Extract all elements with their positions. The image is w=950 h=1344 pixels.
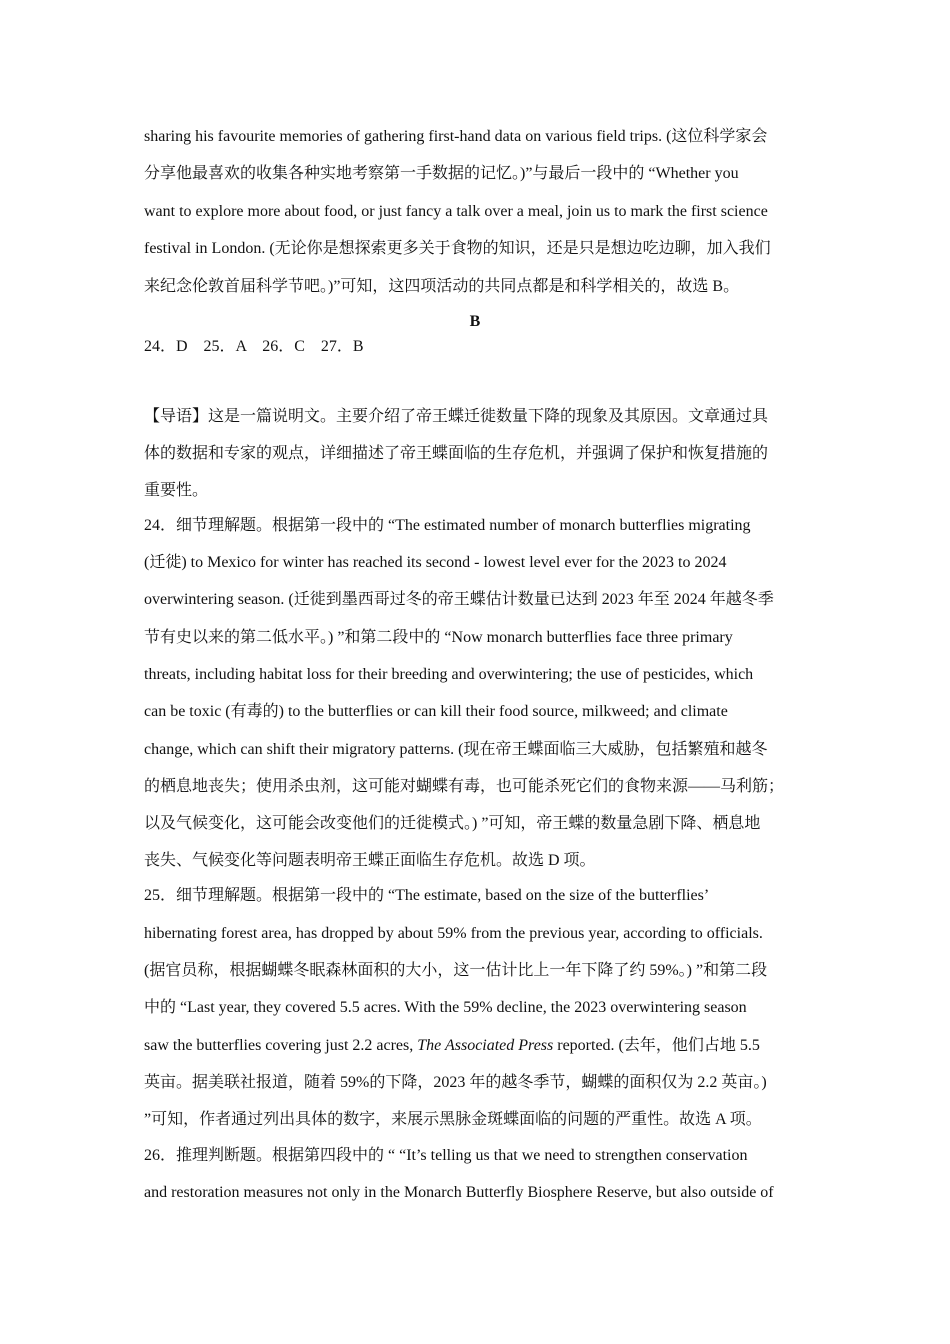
q24-line: 节有史以来的第二低水平。) ”和第二段中的 “Now monarch butterflies face three primary (144, 629, 733, 646)
q25-line: (据官员称，根据蝴蝶冬眠森林面积的大小，这一估计比上一年下降了约 59%。) ”和第二段 (144, 962, 768, 979)
q25-italic-source: The Associated Press (417, 1037, 554, 1054)
q24-line: 的栖息地丧失；使用杀虫剂，这可能对蝴蝶有毒，也可能杀死它们的食物来源——马利筋； (144, 778, 785, 795)
text-line: festival in London. (无论你是想探索更多关于食物的知识，还是只是想边吃边聊，加入我们 (144, 240, 771, 257)
section-title: B (469, 313, 481, 330)
q24-line: change, which can shift their migratory patterns. (现在帝王蝶面临三大威胁，包括繁殖和越冬 (144, 741, 768, 758)
q24-line: 24．细节理解题。根据第一段中的 “The estimated number of monarch butterflies migrating (144, 517, 751, 534)
q25-line: 英亩。据美联社报道，随着 59%的下降，2023 年的越冬季节，蝴蝶的面积仅为 2.2 英亩。) (144, 1074, 767, 1091)
q24-line: threats, including habitat loss for their breeding and overwintering; the use of pesticides, which (144, 666, 754, 683)
q24-line: overwintering season. (迁徙到墨西哥过冬的帝王蝶估计数量已达到 2023 年至 2024 年越冬季 (144, 591, 774, 608)
q25-text-after: reported. (去年，他们占地 5.5 (553, 1037, 760, 1054)
text-line: 来纪念伦敦首届科学节吧。)”可知，这四项活动的共同点都是和科学相关的，故选 B。 (144, 278, 740, 295)
answer-key: 24．D 25．A 26．C 27．B (144, 338, 364, 355)
q25-line (144, 1036, 806, 1056)
q25-line: 25．细节理解题。根据第一段中的 “The estimate, based on the size of the butterflies’ (144, 887, 710, 904)
q24-line: 以及气候变化，这可能会改变他们的迁徙模式。) ”可知，帝王蝶的数量急剧下降、栖息地 (144, 815, 761, 832)
q26-line: and restoration measures not only in the Monarch Butterfly Biosphere Reserve, but also outside of (144, 1184, 774, 1201)
q24-line: (迁徙) to Mexico for winter has reached its second - lowest level ever for the 2023 to 2024 (144, 554, 727, 571)
guide-line: 体的数据和专家的观点，详细描述了帝王蝶面临的生存危机，并强调了保护和恢复措施的 (144, 445, 769, 462)
q24-line: 丧失、气候变化等问题表明帝王蝶正面临生存危机。故选 D 项。 (144, 852, 596, 869)
q24-line: can be toxic (有毒的) to the butterflies or can kill their food source, milkweed; and climate (144, 703, 728, 720)
q25-line: 中的 “Last year, they covered 5.5 acres. With the 59% decline, the 2023 overwintering season (144, 999, 747, 1016)
q25-line: ”可知，作者通过列出具体的数字，来展示黑脉金斑蝶面临的问题的严重性。故选 A 项。 (144, 1111, 762, 1128)
guide-line: 【导语】这是一篇说明文。主要介绍了帝王蝶迁徙数量下降的现象及其原因。文章通过具 (144, 408, 769, 425)
text-line: 分享他最喜欢的收集各种实地考察第一手数据的记忆。)”与最后一段中的 “Whether you (144, 165, 739, 182)
q25-text-before: saw the butterflies covering just 2.2 acres, (144, 1037, 418, 1054)
text-line: want to explore more about food, or just fancy a talk over a meal, join us to mark the first science (144, 203, 768, 220)
text-line: sharing his favourite memories of gathering first-hand data on various field trips. (这位科学家会 (144, 128, 768, 145)
q26-line: 26．推理判断题。根据第四段中的 “ “It’s telling us that we need to strengthen conservation (144, 1147, 748, 1164)
guide-line: 重要性。 (144, 482, 209, 499)
q25-line: hibernating forest area, has dropped by about 59% from the previous year, according to officials. (144, 925, 763, 942)
